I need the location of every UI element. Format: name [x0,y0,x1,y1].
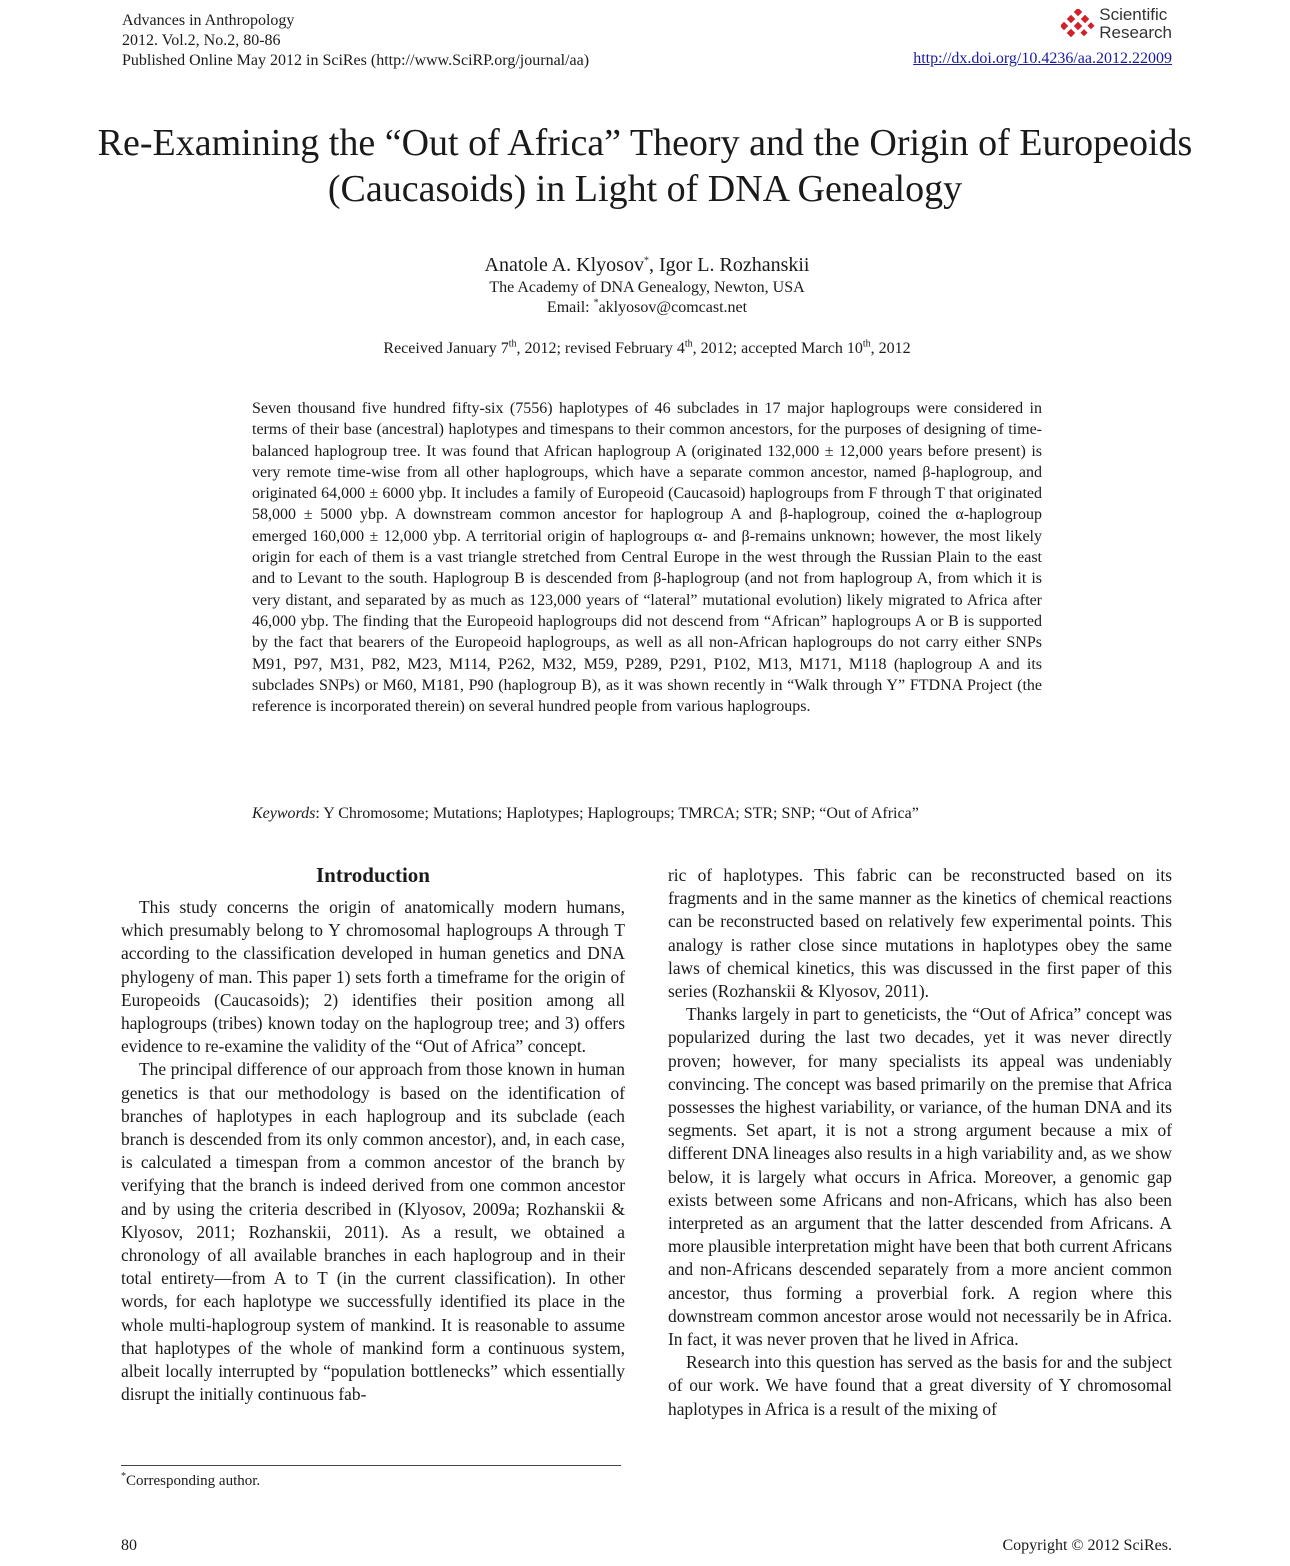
footnote-divider [121,1465,621,1466]
publisher-name-line2: Research [1099,23,1172,42]
abstract: Seven thousand five hundred fifty-six (7556) haplotypes of 46 subclades in 17 major haplogroups were considered in terms of their base (ancestral) haplotypes and timespans to their common ancestors, for the purposes of designing of time-balanced haplogroup tree. It was found that African haplogroup A (originated 132,000 ± 12,000 years before present) is very remote time-wise from all other haplogroups, which have a separate common ancestor, named β-haplogroup, and originated 64,000 ± 6000 ybp. It includes a family of Europeoid (Caucasoid) haplogroups from F through T that originated 58,000 ± 5000 ybp. A downstream common ancestor for haplogroup A and β-haplogroup, coined the α-haplogroup emerged 160,000 ± 12,000 ybp. A territorial origin of haplogroups α- and β-remains unknown; however, the most likely origin for each of them is a vast triangle stretched from Central Europe in the west through the Russian Plain to the east and to Levant to the south. Haplogroup B is descended from β-haplogroup (and not from haplogroup A, from which it is very distant, and separated by as much as 123,000 years of “lateral” mutational evolution) likely migrated to Africa after 46,000 ybp. The finding that the Europeoid haplogroups did not descend from “African” haplogroups A or B is supported by the fact that bearers of the Europeoid haplogroups, as well as all non-African haplogroups do not carry either SNPs M91, P97, M31, P82, M23, M114, P262, M32, M59, P289, P291, P102, M13, M171, M118 (haplogroup A and its subclades SNPs) or M60, M181, P90 (haplogroup B), as it was shown recently in “Walk through Y” FTDNA Project (the reference is incorporated therein) on several hundred people from various haplogroups. [252,400,1042,716]
keywords [252,803,1042,824]
date-suffix: th [508,338,517,350]
journal-name: Advances in Anthropology [122,12,295,29]
doi-link[interactable]: http://dx.doi.org/10.4236/aa.2012.22009 [913,50,1172,67]
author-name: Anatole A. Klyosov [484,254,644,276]
published-online: Published Online May 2012 in SciRes (http://www.SciRP.org/journal/aa) [122,52,590,69]
body-paragraph: The principal difference of our approach from those known in human genetics is that our methodology is based on the identification of branches of haplotypes in each haplogroup and its subclade (each branch is descended from its only common ancestor), and, in each case, is calculated a timespan from a common ancestor of the branch by verifying that the branch is indeed derived from one common ancestor and by using the criteria described in (Klyosov, 2009a; Rozhanskii & Klyosov, 2011; Rozhanskii, 2011). As a result, we obtained a chronology of all available branches in each haplogroup and in their total entirety—from A to T (in the current classification). In other words, for each haplotype we successfully identified its place in the whole multi-haplogroup system of mankind. It is reasonable to assume that haplotypes of the whole of mankind form a continuous system, albeit locally interrupted by “population bottlenecks” which essentially disrupt the initially continuous fab- [121,1059,625,1405]
body-paragraph: This study concerns the origin of anatomically modern humans, which presumably belong to Y chromosomal haplogroups A through T according to the classification developed in human genetics and DNA phylogeny of man. This paper 1) sets forth a timeframe for the origin of Europeoids (Caucasoids); 2) identifies their position among all haplogroups (tribes) known today on the haplogroup tree; and 3) offers evidence to re-examine the validity of the “Out of Africa” concept. [121,897,625,1057]
submission-dates [0,339,1290,359]
accepted-date: , 2012; accepted March 10 [692,340,863,357]
received-date: Received January 7 [383,340,509,357]
body-paragraph: ric of haplotypes. This fabric can be reconstructed based on its fragments and in the same manner as the kinetics of chemical reactions can be reconstructed based on relatively few experimental points. This analogy is rather close since mutations in haplotypes obey the same laws of chemical kinetics, this was discussed in the first paper of this series (Rozhanskii & Klyosov, 2011). [668,865,1172,1002]
corresponding-mark: * [643,255,649,267]
footnote-text: Corresponding author. [126,1473,261,1489]
email-label: Email: [546,299,594,316]
email-address[interactable]: aklyosov@comcast.net [598,299,748,316]
author-list [0,252,1290,278]
date-year: , 2012 [870,340,911,357]
scientific-research-logo-icon [1061,9,1095,39]
body-paragraph: Research into this question has served as the basis for and the subject of our work. We have found that a great diversity of Y chromosomal haplotypes in Africa is a result of the mixing of [668,1352,1172,1419]
body-column-left [121,862,625,1406]
paper-title: Re-Examining the “Out of Africa” Theory and the Origin of Europeoids (Caucasoids) in Light of DNA Genealogy [97,122,1193,210]
section-heading-introduction: Introduction [316,863,430,887]
publisher-logo [913,6,1172,42]
journal-volume: 2012. Vol.2, No.2, 80-86 [122,32,281,49]
author-name: , Igor L. Rozhanskii [648,254,810,276]
footnote-mark: * [121,1471,126,1482]
body-column-right [668,864,1172,1421]
copyright: Copyright © 2012 SciRes. [1002,1537,1172,1554]
footnote [121,1472,260,1490]
keywords-label: Keywords [252,805,316,822]
date-suffix: th [684,338,693,350]
body-paragraph: Thanks largely in part to geneticists, the “Out of Africa” concept was popularized during the last two decades, yet it was never directly proven; however, for many specialists its appeal was undeniably convincing. The concept was based primarily on the premise that Africa possesses the highest variability, or variance, of the human DNA and its segments. Set apart, it is not a strong argument because a mix of different DNA lineages also results in a high variability and, as we show below, it is largely what occurs in Africa. Moreover, a genomic gap exists between some Africans and non-Africans, which has also been interpreted as an argument that the latter descended from Africans. A more plausible interpretation might have been that both current Africans and non-Africans descended separately from a more ancient common ancestor, thus forming a proverbial fork. A region where this downstream common ancestor arose would not necessarily be in Africa. In fact, it was never proven that he lived in Africa. [668,1004,1172,1350]
affiliation: The Academy of DNA Genealogy, Newton, USA [489,279,805,296]
publisher-header [913,6,1172,68]
email-mark: * [593,297,599,309]
publisher-name-line1: Scientific [1099,5,1168,24]
journal-header [122,11,589,71]
revised-date: , 2012; revised February 4 [516,340,685,357]
author-email [0,298,1290,318]
page-number: 80 [121,1537,137,1554]
keywords-text: : Y Chromosome; Mutations; Haplotypes; Haplogroups; TMRCA; STR; SNP; “Out of Africa” [315,805,919,822]
date-suffix: th [862,338,871,350]
